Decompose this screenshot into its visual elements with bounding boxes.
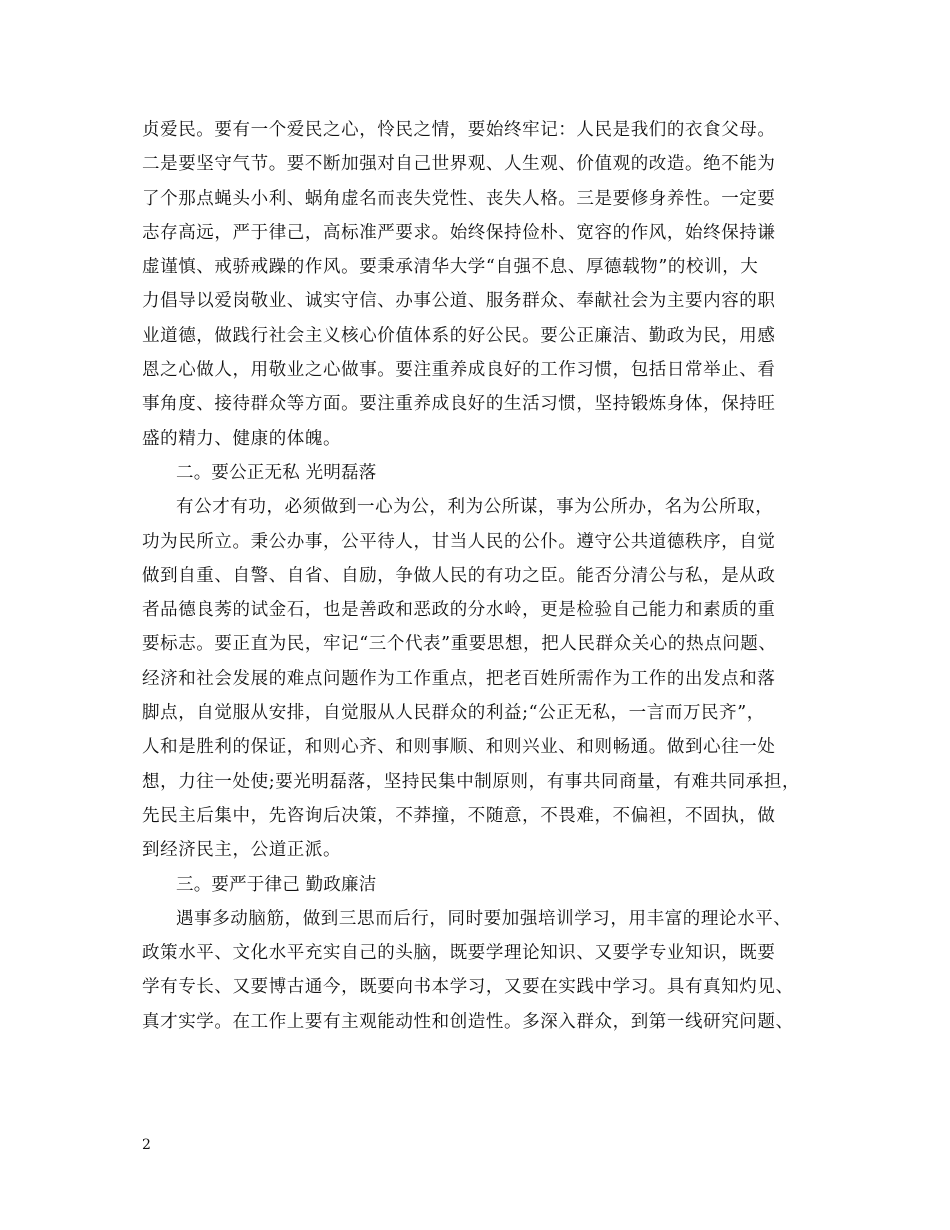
section-heading-3: 三。要严于律己 勤政廉洁 [176,874,377,895]
body-line-19: 人和是胜利的保证，和则心齐、和则事顺、和则兴业、和则畅通。做到心往一处 [142,737,776,758]
body-line-7: 业道德，做践行社会主义核心价值体系的好公民。要公正廉洁、勤政为民，用感 [142,325,776,346]
page-number: 2 [142,1137,151,1153]
section-heading-2: 二。要公正无私 光明磊落 [176,462,377,483]
body-line-27: 真才实学。在工作上要有主观能动性和创造性。多深入群众，到第一线研究问题、 [142,1011,794,1032]
body-line-15: 者品德良莠的试金石，也是善政和恶政的分水岭，更是检验自己能力和素质的重 [142,600,776,621]
body-line-22: 到经济民主，公道正派。 [142,840,342,861]
body-line-2: 二是要坚守气节。要不断加强对自己世界观、人生观、价值观的改造。绝不能为 [142,154,776,175]
body-line-3: 了个那点蝇头小利、蜗角虚名而丧失党性、丧失人格。三是要修身养性。一定要 [142,188,776,209]
body-line-4: 志存高远，严于律己，高标准严要求。始终保持俭朴、宽容的作风，始终保持谦 [142,222,776,243]
body-line-24: 遇事多动脑筋，做到三思而后行，同时要加强培训学习，用丰富的理论水平、 [176,908,792,929]
body-line-5: 虚谨慎、戒骄戒躁的作风。要秉承清华大学“自强不息、厚德载物”的校训，大 [142,257,759,278]
body-line-20: 想，力往一处使;要光明磊落，坚持民集中制原则，有事共同商量，有难共同承担， [142,771,801,792]
body-line-14: 做到自重、自警、自省、自励，争做人民的有功之臣。能否分清公与私，是从政 [142,565,776,586]
body-line-25: 政策水平、文化水平充实自己的头脑，既要学理论知识、又要学专业知识，既要 [142,943,776,964]
body-line-18: 脚点，自觉服从安排，自觉服从人民群众的利益;“公正无私，一言而万民齐”， [142,703,765,724]
document-body [142,113,832,1039]
body-line-26: 学有专长、又要博古通今，既要向书本学习，又要在实践中学习。具有真知灼见、 [142,977,794,998]
body-line-13: 功为民所立。秉公办事，公平待人，甘当人民的公仆。遵守公共道德秩序，自觉 [142,531,776,552]
body-line-17: 经济和社会发展的难点问题作为工作重点，把老百姓所需作为工作的出发点和落 [142,668,776,689]
body-line-12: 有公才有功，必须做到一心为公，利为公所谋，事为公所办，名为公所取， [176,497,774,518]
body-line-9: 事角度、接待群众等方面。要注重养成良好的生活习惯，坚持锻炼身体，保持旺 [142,394,776,415]
body-line-6: 力倡导以爱岗敬业、诚实守信、办事公道、服务群众、奉献社会为主要内容的职 [142,291,776,312]
body-line-8: 恩之心做人，用敬业之心做事。要注重养成良好的工作习惯，包括日常举止、看 [142,360,776,381]
body-line-1: 贞爱民。要有一个爱民之心，怜民之情，要始终牢记：人民是我们的衣食父母。 [142,120,776,140]
body-line-16: 要标志。要正直为民，牢记“三个代表”重要思想，把人民群众关心的热点问题、 [142,634,777,655]
body-line-21: 先民主后集中，先咨询后决策，不莽撞，不随意，不畏难，不偏袒，不固执，做 [142,805,776,826]
body-line-10: 盛的精力、健康的体魄。 [142,428,342,449]
